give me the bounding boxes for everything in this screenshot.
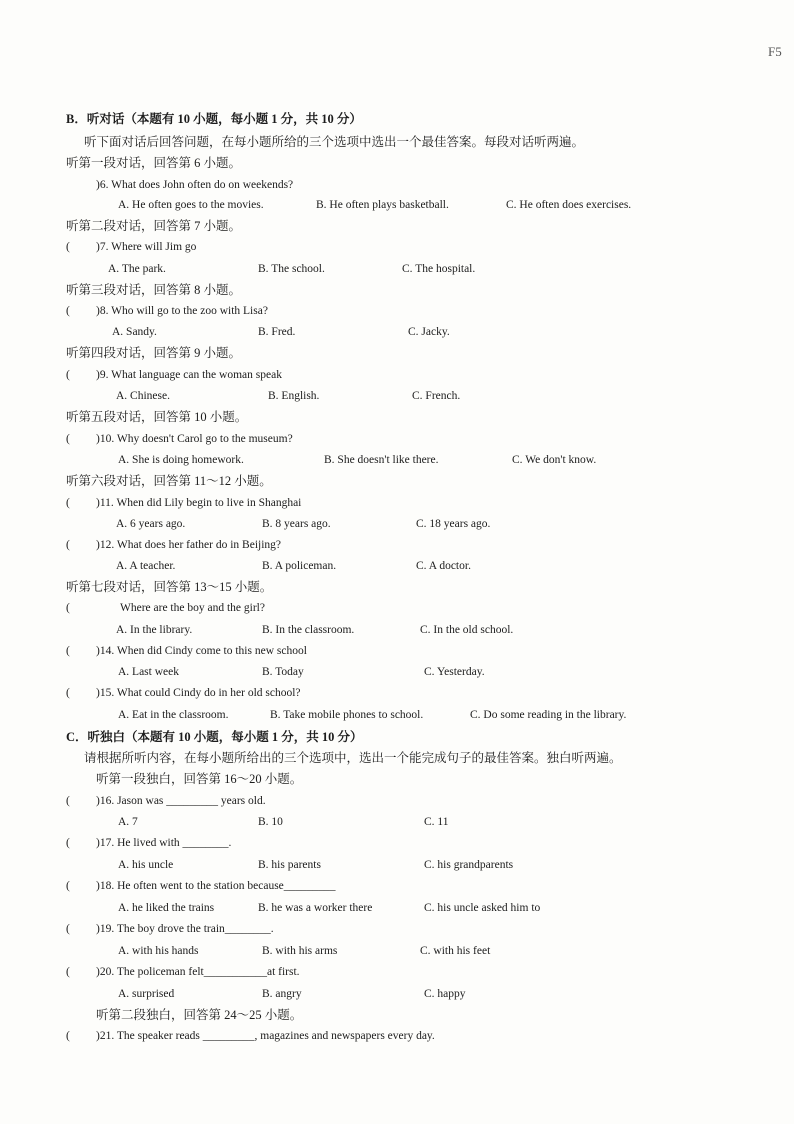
question-11-text: )11. When did Lily begin to live in Shanghai (96, 497, 302, 509)
section-b-instruction: 听下面对话后回答问题，在每小题所给的三个选项中选出一个最佳答案。每段对话听两遍。 (84, 135, 585, 149)
question-14-option-c: C. Yesterday. (424, 666, 485, 678)
question-7-text: )7. Where will Jim go (96, 241, 197, 253)
question-20-option-a: A. surprised (118, 988, 175, 1000)
question-16-option-b: B. 10 (258, 816, 283, 828)
question-18-text: )18. He often went to the station because_________ (96, 880, 336, 892)
question-13-option-a: A. In the library. (116, 624, 193, 636)
question-6-option-a: A. He often goes to the movies. (118, 199, 264, 211)
question-11-option-b: B. 8 years ago. (262, 518, 331, 530)
section-c-instruction: 请根据所听内容，在每小题所给出的三个选项中，选出一个能完成句子的最佳答案。独白听两遍。 (84, 751, 622, 765)
question-17-option-a: A. his uncle (118, 859, 174, 871)
question-17-option-c: C. his grandparents (424, 859, 514, 871)
dialog-note-6: 听第六段对话，回答第 11～12 小题。 (66, 474, 272, 488)
question-8-option-c: C. Jacky. (408, 326, 450, 338)
question-18-bracket: ( (66, 880, 70, 892)
question-17-bracket: ( (66, 837, 70, 849)
question-11-option-c: C. 18 years ago. (416, 518, 491, 530)
question-7-option-c: C. The hospital. (402, 263, 476, 275)
question-8-text: )8. Who will go to the zoo with Lisa? (96, 305, 268, 317)
question-15-bracket: ( (66, 687, 70, 699)
section-b-title: B．听对话（本题有 10 小题，每小题 1 分，共 10 分） (66, 112, 362, 126)
question-12-option-c: C. A doctor. (416, 560, 471, 572)
question-8-option-a: A. Sandy. (112, 326, 157, 338)
question-17-text: )17. He lived with ________. (96, 837, 232, 849)
question-7-option-a: A. The park. (108, 263, 166, 275)
monologue-note-1: 听第一段独白，回答第 16～20 小题。 (96, 772, 303, 786)
question-8-option-b: B. Fred. (258, 326, 296, 338)
question-10-option-b: B. She doesn't like there. (324, 454, 439, 466)
question-10-bracket: ( (66, 433, 70, 445)
monologue-note-2: 听第二段独白，回答第 24～25 小题。 (96, 1008, 303, 1022)
corner-mark: F5 (768, 44, 782, 59)
question-12-text: )12. What does her father do in Beijing? (96, 539, 282, 551)
question-11-bracket: ( (66, 497, 70, 509)
dialog-note-3: 听第三段对话，回答第 8 小题。 (66, 283, 242, 297)
question-7-bracket: ( (66, 241, 70, 253)
question-19-option-b: B. with his arms (262, 945, 338, 957)
question-13-text: Where are the boy and the girl? (120, 602, 265, 614)
question-16-option-c: C. 11 (424, 816, 449, 828)
dialog-note-5: 听第五段对话，回答第 10 小题。 (66, 410, 248, 424)
question-12-option-a: A. A teacher. (116, 560, 176, 572)
question-14-bracket: ( (66, 645, 70, 657)
question-19-option-c: C. with his feet (420, 945, 491, 957)
question-6-option-c: C. He often does exercises. (506, 199, 632, 211)
question-13-option-b: B. In the classroom. (262, 624, 355, 636)
dialog-note-4: 听第四段对话，回答第 9 小题。 (66, 346, 242, 360)
question-6-text: )6. What does John often do on weekends? (96, 179, 294, 191)
question-11-option-a: A. 6 years ago. (116, 518, 186, 530)
question-18-option-b: B. he was a worker there (258, 902, 373, 914)
question-12-option-b: B. A policeman. (262, 560, 337, 572)
question-21-bracket: ( (66, 1030, 70, 1042)
question-19-bracket: ( (66, 923, 70, 935)
question-10-option-a: A. She is doing homework. (118, 454, 244, 466)
question-21-text: )21. The speaker reads _________, magazines and newspapers every day. (96, 1030, 435, 1042)
question-16-bracket: ( (66, 795, 70, 807)
dialog-note-1: 听第一段对话，回答第 6 小题。 (66, 156, 242, 170)
question-17-option-b: B. his parents (258, 859, 321, 871)
question-14-text: )14. When did Cindy come to this new school (96, 645, 307, 657)
question-9-option-a: A. Chinese. (116, 390, 170, 402)
section-c-title: C．听独白（本题有 10 小题，每小题 1 分，共 10 分） (66, 730, 363, 744)
question-13-option-c: C. In the old school. (420, 624, 514, 636)
dialog-note-2: 听第二段对话，回答第 7 小题。 (66, 219, 242, 233)
question-19-option-a: A. with his hands (118, 945, 199, 957)
question-15-option-b: B. Take mobile phones to school. (270, 709, 424, 721)
question-8-bracket: ( (66, 305, 70, 317)
question-6-option-b: B. He often plays basketball. (316, 199, 449, 211)
question-19-text: )19. The boy drove the train________. (96, 923, 274, 935)
question-18-option-a: A. he liked the trains (118, 902, 215, 914)
question-14-option-b: B. Today (262, 666, 304, 678)
dialog-note-7: 听第七段对话，回答第 13～15 小题。 (66, 580, 273, 594)
question-20-option-b: B. angry (262, 988, 302, 1000)
question-14-option-a: A. Last week (118, 666, 179, 678)
question-12-bracket: ( (66, 539, 70, 551)
question-15-option-a: A. Eat in the classroom. (118, 709, 229, 721)
question-15-option-c: C. Do some reading in the library. (470, 709, 627, 721)
question-16-option-a: A. 7 (118, 816, 138, 828)
question-18-option-c: C. his uncle asked him to (424, 902, 541, 914)
question-20-text: )20. The policeman felt___________at first. (96, 966, 300, 978)
question-10-option-c: C. We don't know. (512, 454, 597, 466)
question-9-option-c: C. French. (412, 390, 461, 402)
question-16-text: )16. Jason was _________ years old. (96, 795, 266, 807)
question-20-option-c: C. happy (424, 988, 466, 1000)
question-13-bracket: ( (66, 602, 70, 614)
question-10-text: )10. Why doesn't Carol go to the museum? (96, 433, 293, 445)
question-9-text: )9. What language can the woman speak (96, 369, 282, 381)
question-9-bracket: ( (66, 369, 70, 381)
question-15-text: )15. What could Cindy do in her old school? (96, 687, 301, 699)
question-7-option-b: B. The school. (258, 263, 325, 275)
question-20-bracket: ( (66, 966, 70, 978)
question-9-option-b: B. English. (268, 390, 320, 402)
